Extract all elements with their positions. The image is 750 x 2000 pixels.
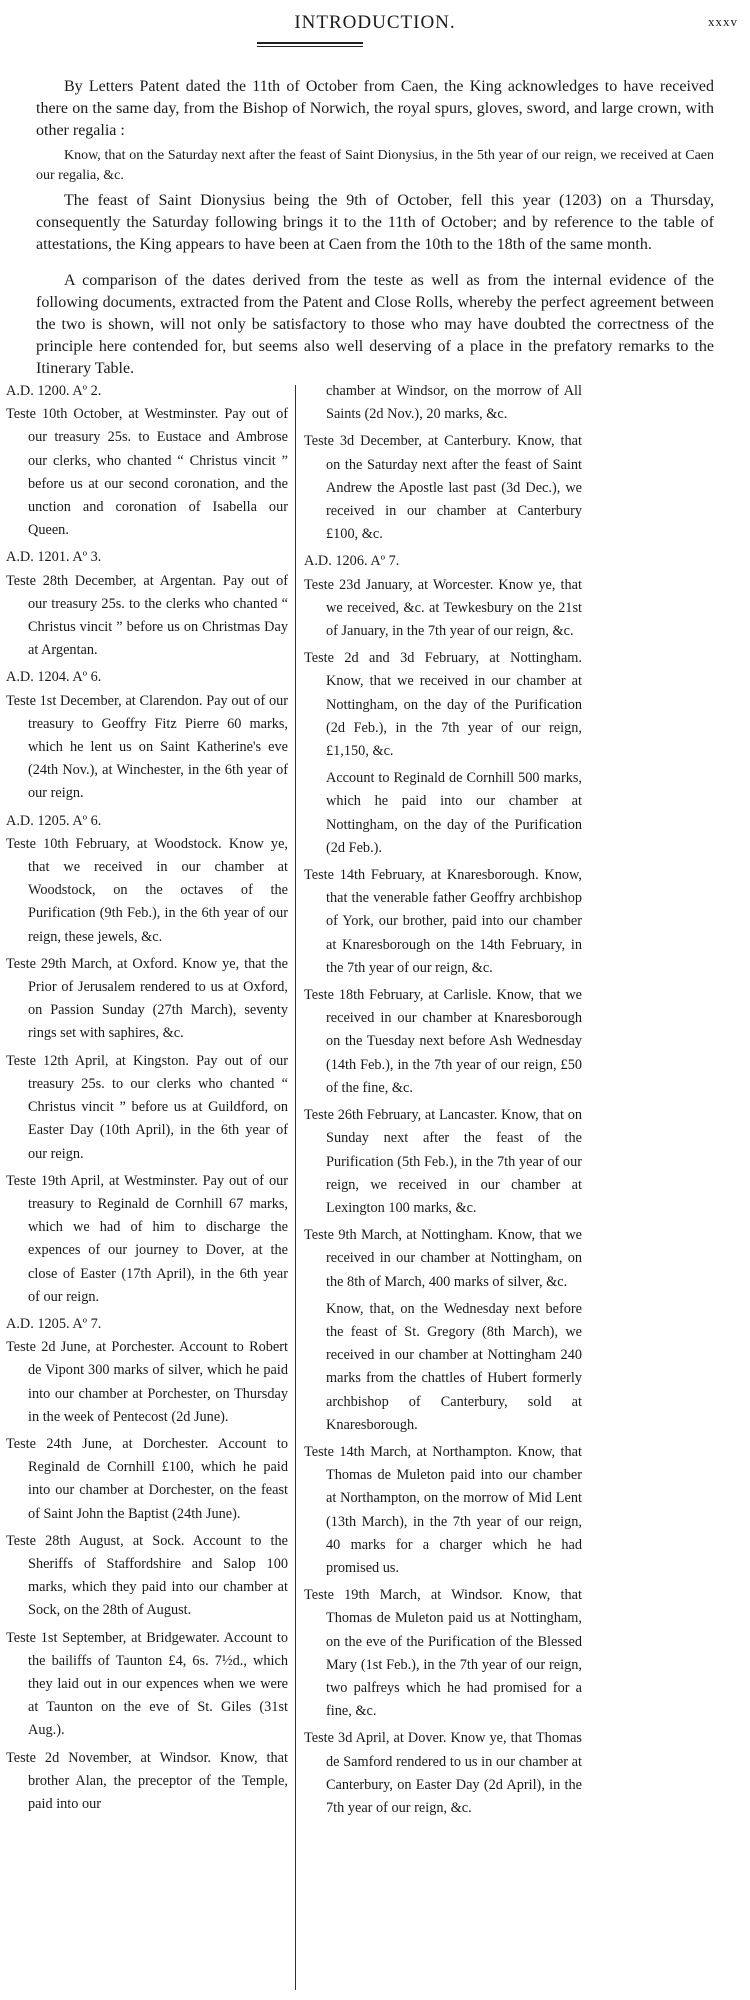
entry-teste-3-december: Teste 3d December, at Canterbury. Know, that on the Saturday next after the feast of Saint Andrew the Apostle last past (3d Dec.), we received in our chamber at Canterbury £100, &c. (304, 433, 582, 543)
entry-teste-28-december: Teste 28th December, at Argentan. Pay out of our treasury 25s. to the clerks who chanted “ Christus vincit ” before us on Christmas Day at Argentan. (6, 572, 288, 659)
entry-teste-2-november: Teste 2d November, at Windsor. Know, that brother Alan, the preceptor of the Temple, paid into our (6, 1749, 288, 1812)
entry-teste-23-january: Teste 23d January, at Worcester. Know ye, that we received, &c. at Tewkesbury on the 21st of January, in the 7th year of our reign, &c. (304, 576, 582, 640)
entry-teste-26-february: Teste 26th February, at Lancaster. Know, that on Sunday next after the feast of the Purification (5th Feb.), in the 7th year of our reign, we received in our chamber at Lexington 100 marks, &c. (304, 1107, 582, 1216)
year-heading-1200: A.D. 1200. Aº 2. (6, 383, 102, 399)
introduction-text (36, 76, 714, 380)
intro-paragraph-2: The feast of Saint Dionysius being the 9th of October, fell this year (1203) on a Thursday, consequently the Saturday following brings it to the 11th of October; and by reference to the table of attestations, the King appears to have been at Caen from the 10th to the 18th of the same month. (36, 192, 714, 253)
entry-teste-19-march: Teste 19th March, at Windsor. Know, that Thomas de Muleton paid us at Nottingham, on the eve of the Purification of the Blessed Mary (1st Feb.), in the 7th year of our reign, two palfreys which he had promised for a fine, &c. (304, 1587, 582, 1720)
entry-teste-9-march: Teste 9th March, at Nottingham. Know, that we received in our chamber at Nottingham, on the 8th of March, 400 marks of silver, &c. (304, 1227, 582, 1290)
intro-paragraph-1: By Letters Patent dated the 11th of October from Caen, the King acknowledges to have received there on the same day, from the Bishop of Norwich, the royal spurs, gloves, sword, and large crown, with other regalia : (36, 78, 714, 139)
right-column (304, 380, 582, 1824)
entry-teste-10-october: Teste 10th October, at Westminster. Pay out of our treasury 25s. to Eustace and Ambrose our clerks, who chanted “ Christus vincit ” before us at our second coronation, and the unction and coronation of Isabella our Queen. (6, 406, 288, 539)
entry-teste-2-june: Teste 2d June, at Porchester. Account to Robert de Vipont 300 marks of silver, which he paid into our chamber at Porchester, on Thursday in the week of Pentecost (2d June). (6, 1339, 288, 1425)
entry-teste-10-february: Teste 10th February, at Woodstock. Know ye, that we received in our chamber at Woodstock, on the octaves of the Purification (9th Feb.), in the 6th year of our reign, these jewels, &c. (6, 835, 288, 945)
page-number: xxxv (708, 14, 738, 29)
entry-account-reginald: Account to Reginald de Cornhill 500 marks, which he paid into our chamber at Nottingham, on the day of the Purification (2d Feb.). (326, 770, 582, 856)
entry-teste-1-september: Teste 1st September, at Bridgewater. Account to the bailiffs of Taunton £4, 6s. 7½d., which they laid out in our expences when we were at Taunton on the eve of St. Giles (31st Aug.). (6, 1629, 288, 1739)
year-heading-1205-a7: A.D. 1205. Aº 7. (6, 1315, 102, 1332)
title-rule-thick (257, 42, 363, 44)
left-column (6, 380, 288, 1820)
year-heading-1206: A.D. 1206. Aº 7. (304, 553, 400, 570)
year-heading-1204: A.D. 1204. Aº 6. (6, 669, 102, 686)
intro-paragraph-3: A comparison of the dates derived from the teste as well as from the internal evidence of the following documents, extracted from the Patent and Close Rolls, whereby the perfect agreement between the two is shown, will not only be satisfactory to those who may have doubted the correctness of the principle here contended for, but seems also well deserving of a place in the prefatory remarks to the Itinerary Table. (36, 272, 714, 377)
entry-teste-29-march: Teste 29th March, at Oxford. Know ye, that the Prior of Jerusalem rendered to us at Oxford, on Passion Sunday (27th March), seventy rings set with saphires, &c. (6, 955, 288, 1042)
entry-teste-28-august: Teste 28th August, at Sock. Account to the Sheriffs of Staffordshire and Salop 100 marks, which they paid into our chamber at Sock, on the 28th of August. (6, 1532, 288, 1619)
year-heading-1205-a6: A.D. 1205. Aº 6. (6, 812, 102, 829)
entry-teste-1-december: Teste 1st December, at Clarendon. Pay out of our treasury to Geoffry Fitz Pierre 60 marks, which he lent us on Saint Katherine's eve (24th Nov.), at Winchester, in the 6th year of our reign. (6, 692, 288, 802)
entry-teste-14-february: Teste 14th February, at Knaresborough. Know, that the venerable father Geoffry archbishop of York, our brother, paid into our chamber at Knaresborough on the 14th February, in the 7th year of our reign, &c. (304, 867, 582, 976)
entry-continuation-2-november: chamber at Windsor, on the morrow of All Saints (2d Nov.), 20 marks, &c. (326, 383, 582, 423)
entry-know-wednesday: Know, that, on the Wednesday next before the feast of St. Gregory (8th March), we received in our chamber at Nottingham 240 marks from the chattles of Hubert formerly archbishop of Canterbury, sold at Knaresborough. (326, 1300, 582, 1433)
entry-teste-3-april: Teste 3d April, at Dover. Know ye, that Thomas de Samford rendered to us in our chamber at Canterbury, on Easter Day (2d April), in the 7th year of our reign, &c. (304, 1730, 582, 1816)
entry-teste-19-april: Teste 19th April, at Westminster. Pay out of our treasury to Reginald de Cornhill 67 marks, which we had of him to discharge the expences of our journey to Dover, at the close of Easter (17th April), in the 6th year of our reign. (6, 1172, 288, 1305)
intro-quotation: Know, that on the Saturday next after the feast of Saint Dionysius, in the 5th year of our reign, we received at Caen our regalia, &c. (36, 148, 714, 183)
entry-teste-14-march: Teste 14th March, at Northampton. Know, that Thomas de Muleton paid into our chamber at Northampton, on the morrow of Mid Lent (13th March), in the 7th year of our reign, 40 marks for a charger which he had promised us. (304, 1443, 582, 1576)
entry-teste-2-3-february: Teste 2d and 3d February, at Nottingham. Know, that we received in our chamber at Nottingham, on the day of the Purification (2d Feb.), in the 7th year of our reign, £1,150, &c. (304, 650, 582, 760)
entry-teste-12-april: Teste 12th April, at Kingston. Pay out of our treasury 25s. to our clerks who chanted “ Christus vincit ” before us at Guildford, on Easter Day (10th April), in the 6th year of our reign. (6, 1052, 288, 1162)
title-rule-thin (257, 46, 363, 47)
entry-teste-18-february: Teste 18th February, at Carlisle. Know, that we received in our chamber at Knaresborough on the Tuesday next before Ash Wednesday (14th Feb.), in the 7th year of our reign, £50 of the fine, &c. (304, 987, 582, 1096)
page-header (0, 0, 750, 60)
page-title: INTRODUCTION. (294, 12, 456, 33)
year-heading-1201: A.D. 1201. Aº 3. (6, 549, 102, 566)
column-divider (295, 385, 296, 1990)
entry-teste-24-june: Teste 24th June, at Dorchester. Account to Reginald de Cornhill £100, which he paid into our chamber at Dorchester, on the feast of Saint John the Baptist (24th June). (6, 1435, 288, 1522)
